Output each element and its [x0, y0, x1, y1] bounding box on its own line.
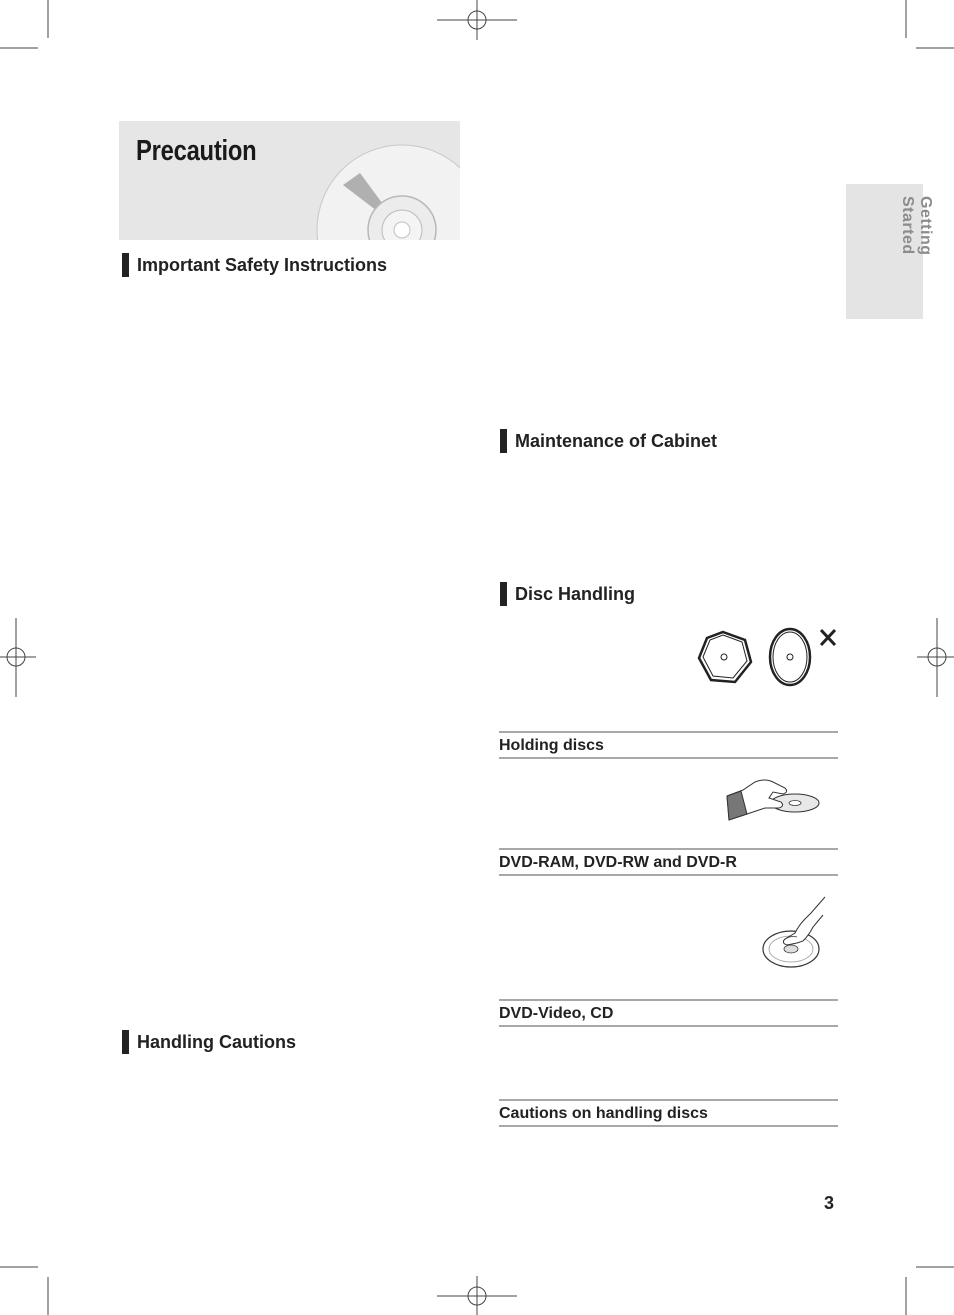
hand-cleaning-disc-icon: [761, 895, 829, 971]
heading-bar: [122, 253, 129, 277]
heading-bar: [500, 582, 507, 606]
disc-decoration-icon: [315, 143, 460, 240]
title-banner: [119, 121, 460, 240]
heading-bar: [122, 1030, 129, 1054]
section-heading-label: Important Safety Instructions: [137, 254, 388, 275]
subheading-dvd-video: [499, 999, 838, 1027]
heading-bar: [500, 429, 507, 453]
section-heading-label: Maintenance of Cabinet: [515, 430, 718, 451]
page-title: Precaution: [136, 135, 257, 167]
page-number: 3: [824, 1193, 835, 1213]
subheading-label: DVD-Video, CD: [499, 1005, 614, 1022]
irregular-disc-shapes-icon: [695, 624, 845, 690]
section-heading-safety: [122, 253, 387, 277]
subheading-label: Holding discs: [499, 737, 604, 754]
subheading-label: Cautions on handling discs: [499, 1105, 708, 1122]
subheading-holding-discs: [499, 731, 838, 759]
subheading-cautions-discs: [499, 1099, 838, 1127]
x-mark-icon: [821, 630, 835, 645]
section-heading-handling: [122, 1030, 296, 1054]
section-heading-label: Disc Handling: [515, 583, 636, 604]
subheading-dvd-ram: [499, 848, 838, 876]
subheading-label: DVD-RAM, DVD-RW and DVD-R: [499, 854, 737, 871]
section-heading-label: Handling Cautions: [137, 1031, 296, 1052]
side-tab-label: Getting Started: [899, 196, 934, 256]
side-tab: [846, 184, 934, 319]
section-heading-disc-handling: [500, 582, 635, 606]
section-heading-maintenance: [500, 429, 717, 453]
hand-holding-disc-icon: [725, 776, 821, 826]
